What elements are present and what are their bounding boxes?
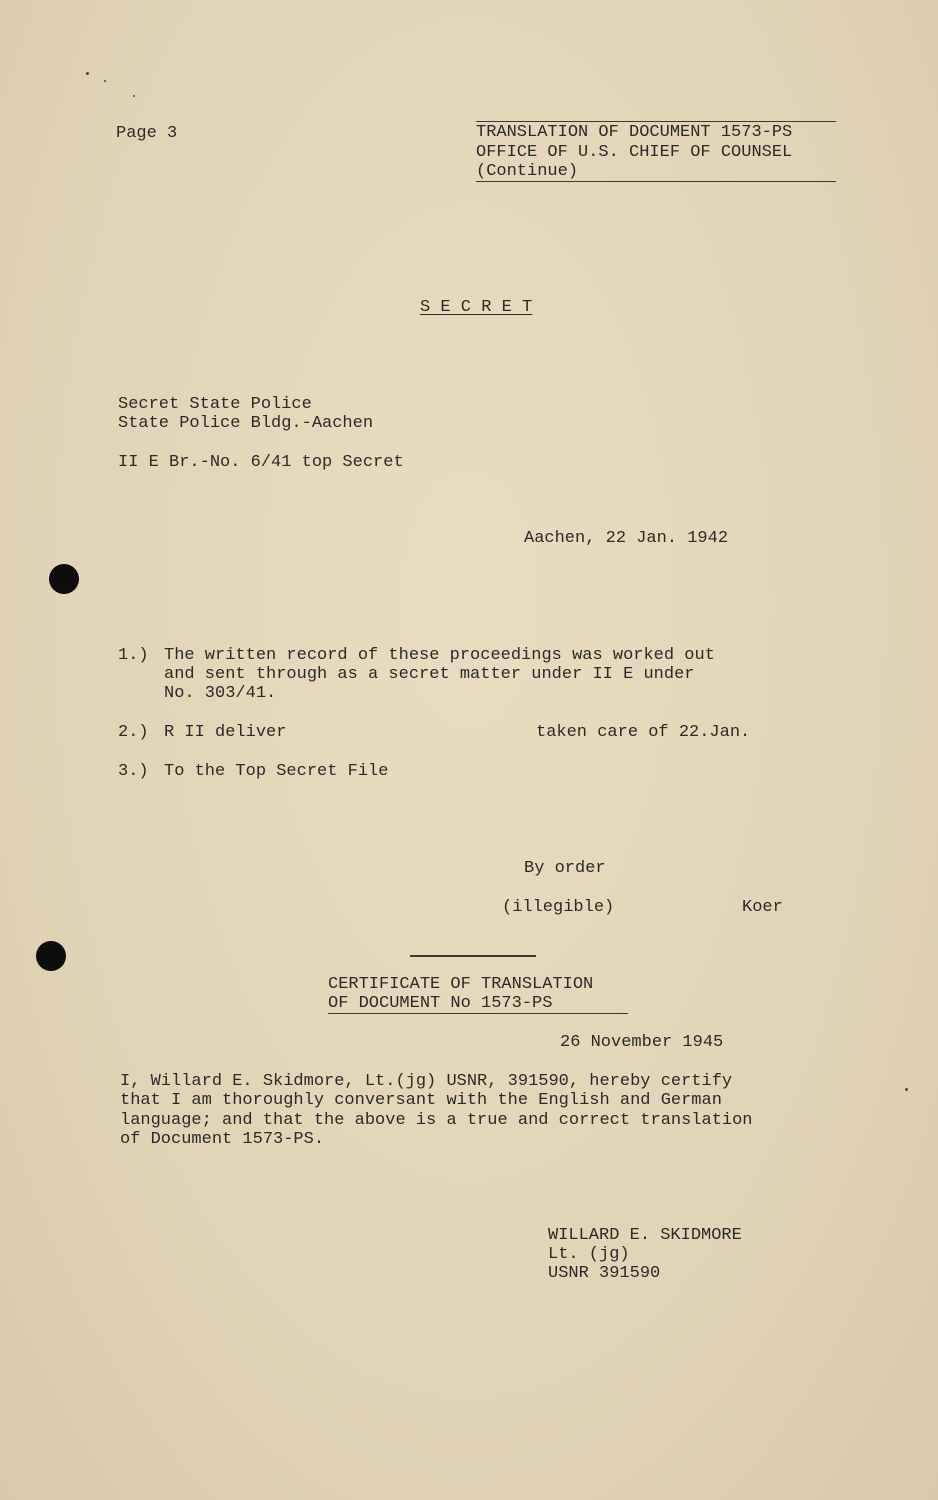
certificate-body-4: of Document 1573-PS. [120, 1130, 325, 1149]
speck [133, 95, 135, 97]
sender-line-2: State Police Bldg.-Aachen [118, 414, 374, 433]
item-1-number: 1.) [118, 646, 149, 665]
speck [104, 80, 106, 82]
item-2-number: 2.) [118, 723, 149, 742]
classification-title: S E C R E T [420, 298, 533, 317]
certificate-body-1: I, Willard E. Skidmore, Lt.(jg) USNR, 391590, hereby certify [120, 1072, 733, 1091]
sender-line-1: Secret State Police [118, 395, 312, 414]
item-3-number: 3.) [118, 762, 149, 781]
translator-rank: Lt. (jg) [548, 1245, 630, 1264]
item-1-line-1: The written record of these proceedings was worked out [164, 646, 715, 665]
punch-hole-top [49, 564, 79, 594]
item-1-line-3: No. 303/41. [164, 684, 277, 703]
speck [86, 72, 89, 75]
item-3-text: To the Top Secret File [164, 762, 389, 781]
translator-name: WILLARD E. SKIDMORE [548, 1226, 742, 1245]
certificate-title-2: OF DOCUMENT No 1573-PS [328, 994, 553, 1013]
item-1-line-2: and sent through as a secret matter under II E under [164, 665, 695, 684]
speck [905, 1088, 908, 1091]
header-office-line: OFFICE OF U.S. CHIEF OF COUNSEL [476, 143, 793, 162]
reference-number: II E Br.-No. 6/41 top Secret [118, 453, 404, 472]
dateline: Aachen, 22 Jan. 1942 [524, 529, 729, 548]
certificate-body-2: that I am thoroughly conversant with the English and German [120, 1091, 722, 1110]
punch-hole-bottom [36, 941, 66, 971]
item-2-note: taken care of 22.Jan. [536, 723, 751, 742]
certificate-title-1: CERTIFICATE OF TRANSLATION [328, 975, 594, 994]
certificate-title-underline [328, 1013, 628, 1014]
header-bottom-rule [476, 181, 836, 182]
certificate-body-3: language; and that the above is a true and correct translation [120, 1111, 753, 1130]
header-top-rule [476, 121, 836, 122]
certificate-date: 26 November 1945 [560, 1033, 724, 1052]
section-divider [410, 955, 536, 957]
translator-service: USNR 391590 [548, 1264, 661, 1283]
header-continue-line: (Continue) [476, 162, 579, 181]
item-2-text: R II deliver [164, 723, 287, 742]
page-number: Page 3 [116, 124, 178, 143]
illegible-signature: (illegible) [502, 898, 615, 917]
header-translation-line: TRANSLATION OF DOCUMENT 1573-PS [476, 123, 793, 142]
by-order: By order [524, 859, 606, 878]
signatory-name: Koer [742, 898, 783, 917]
